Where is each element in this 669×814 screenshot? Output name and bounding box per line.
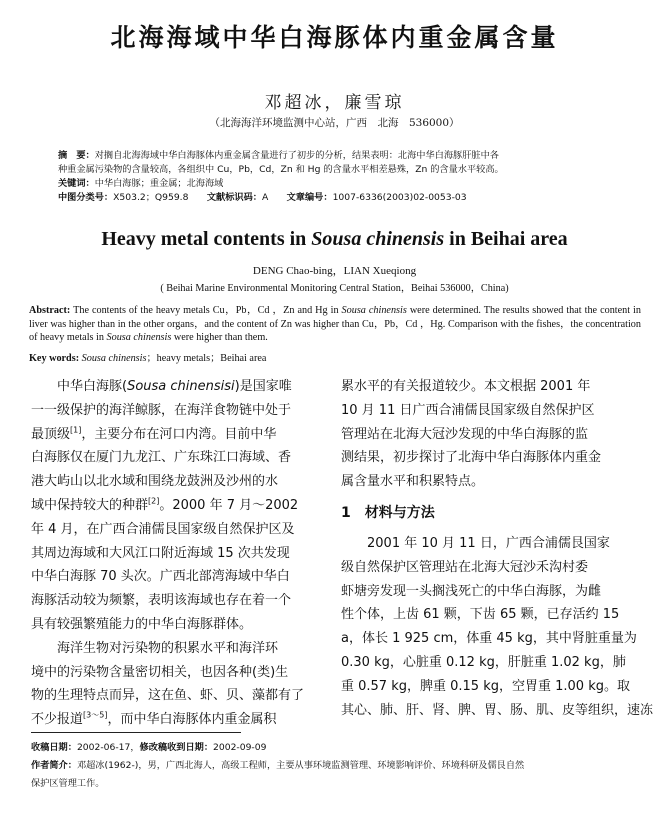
keywords-label: 关键词： bbox=[58, 178, 95, 189]
body-line: 物的生理特点而异，这在鱼、虾、贝、藻都有了 bbox=[31, 688, 305, 704]
english-abstract-text-3: were higher than them. bbox=[171, 332, 268, 343]
abstract-line-1: 对搁自北海海域中华白海豚体内重金属含量进行了初步的分析，结果表明：北海中华白海豚肝脏中各 bbox=[94, 150, 499, 161]
body-line: 重 0.57 kg，脾重 0.15 kg，空胃重 1.00 kg。取 bbox=[341, 678, 630, 694]
body-line: 0.30 kg，心脏重 0.12 kg，肝脏重 1.02 kg，肺 bbox=[341, 654, 626, 670]
body-line: 虾塘旁发现一头搁浅死亡的中华白海豚，为雌 bbox=[341, 583, 602, 599]
english-abstract-species-2: Sousa chinensis bbox=[106, 332, 172, 343]
english-keywords bbox=[29, 349, 266, 364]
english-abstract-species: Sousa chinensis bbox=[341, 305, 407, 316]
citation: [1] bbox=[70, 425, 82, 435]
abstract-line-2: 种重金属污染物的含量较高，各组织中 Cu，Pb，Cd，Zn 和 Hg 的含量水平相差悬殊，Zn 的含量水平较高。 bbox=[58, 164, 504, 175]
english-title bbox=[0, 228, 669, 251]
clc-label: 中图分类号： bbox=[58, 192, 114, 203]
body-line: 域中保持较大的种群[2]。2000 年 7 月～2002 bbox=[31, 496, 299, 513]
body-line: 中华白海豚(Sousa chinensisi)是国家唯 bbox=[31, 379, 292, 394]
body-left-column bbox=[31, 375, 331, 732]
body-line: 最顶级[1]，主要分布在河口内湾。目前中华 bbox=[31, 425, 277, 442]
chinese-affiliation: （北海海洋环境监测中心站，广西 北海 536000） bbox=[209, 117, 460, 129]
body-line: 海洋生物对污染物的积累水平和海洋环 bbox=[31, 640, 279, 656]
chinese-title: 北海海域中华白海豚体内重金属含量 bbox=[110, 23, 559, 52]
english-abstract-text-2: were determined. The results showed that the content in liver was higher than in the other organs，and the content of Zn was higher than Cu，Pb，Cd ，Hg. Comparison with the fishes，the concentration of heavy metals in bbox=[29, 305, 641, 343]
body-line: a，体长 1 925 cm，体重 45 kg，其中肾脏重量为 bbox=[341, 631, 637, 647]
body-line: 其周边海域和大风江口附近海域 15 次共发现 bbox=[31, 545, 290, 561]
article-id-value: 1007-6336(2003)02-0053-03 bbox=[332, 192, 467, 203]
english-keywords-species: Sousa chinensis bbox=[81, 353, 147, 364]
english-abstract-text-1: The contents of the heavy metals Cu，Pb，Cd ，Zn and Hg in bbox=[70, 305, 342, 316]
body-line: 累水平的有关报道较少。本文根据 2001 年 bbox=[341, 379, 591, 394]
body-line: 白海豚仅在厦门九龙江、广东珠江口海域、香 bbox=[31, 450, 292, 466]
english-affiliation: ( Beihai Marine Environmental Monitoring Central Station，Beihai 536000，China) bbox=[160, 283, 509, 294]
english-title-suffix: in Beihai area bbox=[444, 228, 568, 250]
body-right-column bbox=[341, 375, 654, 722]
author-bio: 作者简介：邓超冰(1962-)，男，广西北海人，高级工程师，主要从事环境监测管理、环境影响评价、环境科研及儒艮自然 bbox=[31, 760, 525, 771]
doc-code-value: A bbox=[261, 192, 269, 203]
body-line: 2001 年 10 月 11 日，广西合浦儒艮国家 bbox=[341, 535, 610, 551]
body-line: 港大屿山以北水域和围绕龙鼓洲及沙州的水 bbox=[31, 474, 279, 490]
footnote-divider bbox=[31, 732, 241, 733]
body-line: 级自然保护区管理站在北海大冠沙禾沟村委 bbox=[341, 559, 589, 575]
body-line: 其心、肺、肝、肾、脾、胃、肠、肌、皮等组织，速冻 bbox=[341, 702, 654, 718]
chinese-authors: 邓超冰，廉雪琼 bbox=[264, 93, 405, 113]
body-line: 中华白海豚 70 头次。广西北部湾海域中华白 bbox=[31, 569, 290, 585]
section-heading: 1 材料与方法 bbox=[341, 504, 435, 521]
body-line: 管理站在北海大冠沙发现的中华白海豚的监 bbox=[341, 426, 589, 442]
english-authors: DENG Chao-bing，LIAN Xueqiong bbox=[252, 265, 417, 277]
chinese-keywords bbox=[58, 177, 504, 191]
classification-line bbox=[58, 191, 504, 205]
body-line: 性个体，上齿 61 颗，下齿 65 颗，已存活约 15 bbox=[341, 607, 620, 623]
english-title-prefix: Heavy metal contents in bbox=[101, 228, 312, 250]
received-dates: 收稿日期：2002-06-17，修改稿收到日期：2002-09-09 bbox=[31, 742, 267, 753]
body-line: 海豚活动较为频繁，表明该海域也存在着一个 bbox=[31, 593, 292, 609]
body-line: 具有较强繁殖能力的中华白海豚群体。 bbox=[31, 616, 253, 632]
body-line: 年 4 月，在广西合浦儒艮国家级自然保护区及 bbox=[31, 521, 295, 537]
chinese-abstract bbox=[58, 149, 504, 205]
abstract-label: 摘 要： bbox=[58, 150, 95, 161]
citation: [2] bbox=[148, 496, 160, 506]
citation: [3～5] bbox=[83, 710, 108, 720]
english-abstract-label: Abstract: bbox=[29, 305, 71, 316]
body-line: 不少报道[3～5]，而中华白海豚体内重金属积 bbox=[31, 710, 277, 728]
english-abstract bbox=[29, 304, 641, 345]
clc-value: X503.2；Q959.8 bbox=[113, 192, 189, 203]
english-keywords-label: Key words: bbox=[29, 353, 80, 364]
doc-code-label: 文献标识码： bbox=[206, 192, 262, 203]
keywords-text: 中华白海豚；重金属；北海海域 bbox=[94, 178, 224, 189]
author-bio-cont: 保护区管理工作。 bbox=[31, 778, 105, 789]
article-id-label: 文章编号： bbox=[286, 192, 333, 203]
body-line: 属含量水平和积累特点。 bbox=[341, 474, 485, 490]
body-line: 10 月 11 日广西合浦儒艮国家级自然保护区 bbox=[341, 402, 595, 418]
body-line: 一一级保护的海洋鲸豚，在海洋食物链中处于 bbox=[31, 402, 292, 418]
english-title-species: Sousa chinensis bbox=[311, 228, 445, 250]
body-line: 境中的污染物含量密切相关，也因各种(类)生 bbox=[31, 664, 289, 680]
body-line: 测结果，初步探讨了北海中华白海豚体内重金 bbox=[341, 450, 602, 466]
english-keywords-rest: ；heavy metals；Beihai area bbox=[146, 353, 267, 364]
